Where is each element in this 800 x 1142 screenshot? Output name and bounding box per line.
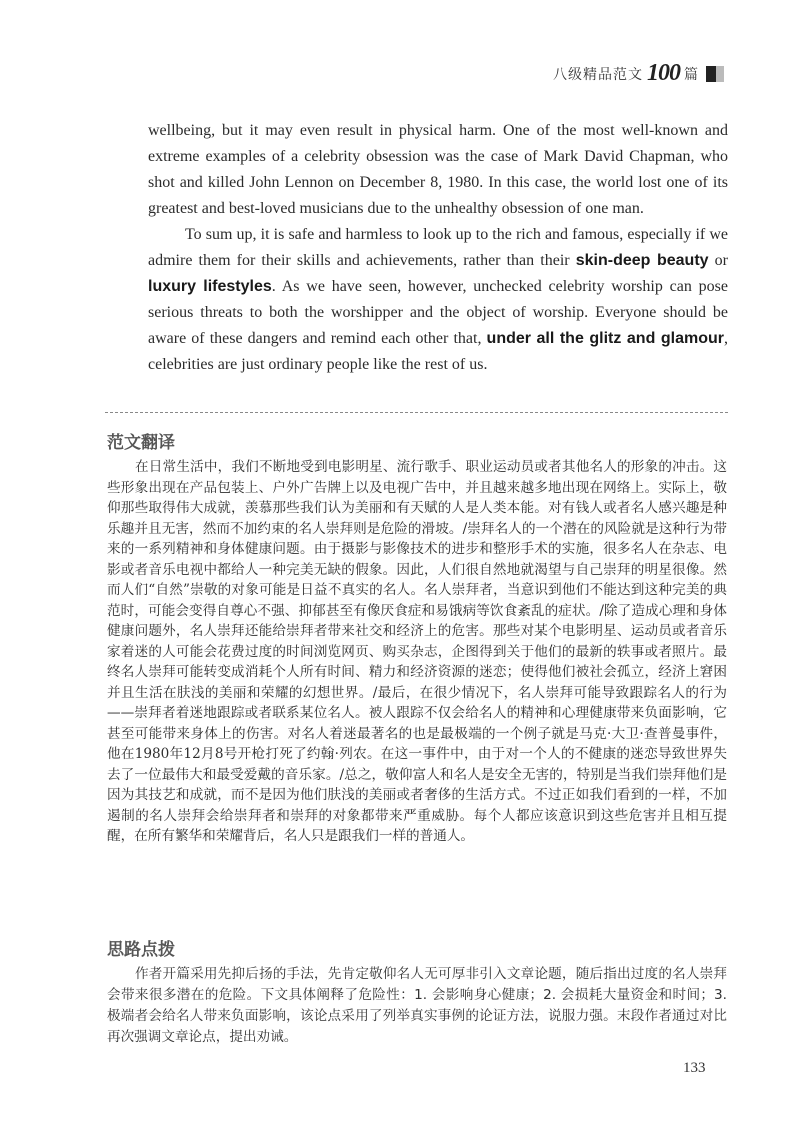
translation-heading: 范文翻译	[107, 433, 175, 453]
key-phrase-skin-deep-beauty: skin-deep beauty	[575, 252, 709, 269]
analysis-heading: 思路点拨	[107, 940, 175, 960]
section-divider	[105, 412, 728, 413]
text-run: or	[708, 252, 729, 269]
running-header	[553, 60, 724, 87]
key-phrase-luxury-lifestyles: luxury lifestyles	[148, 278, 272, 295]
text-run: To sum up, it is safe and harmless to look up to the rich and famous, especially if we admire them for their skills and achievements, rather than their	[148, 226, 728, 269]
header-decoration-icon	[706, 66, 724, 82]
page-number: 133	[683, 1060, 706, 1076]
header-title: 八级精品范文	[553, 66, 643, 83]
header-suffix: 篇	[684, 66, 698, 83]
translation-text: 在日常生活中，我们不断地受到电影明星、流行歌手、职业运动员或者其他名人的形象的冲击。这些形象出现在产品包装上、户外广告牌上以及电视广告中，并且越来越多地出现在网络上。实际上，敬仰那些取得伟大成就，羡慕那些我们认为美丽和有天赋的人是人类本能。对有钱人或者名人感兴趣是种乐趣并且无害，然而不加约束的名人崇拜则是危险的滑坡。/崇拜名人的一个潜在的风险就是这种行为带来的一系列精神和身体健康问题。由于摄影与影像技术的进步和整形手术的实施，很多名人在杂志、电影或者音乐电视中都给人一种完美无缺的假象。因此，人们很自然地就渴望与自己崇拜的明星很像。然而人们“自然”崇敬的对象可能是日益不真实的名人。名人崇拜者，当意识到他们不能达到这种完美的典范时，可能会变得自尊心不强、抑郁甚至有像厌食症和易饿病等饮食紊乱的症状。/除了造成心理和身体健康问题外，名人崇拜还能给崇拜者带来社交和经济上的危害。那些对某个电影明星、运动员或者音乐家着迷的人可能会花费过度的时间浏览网页、购买杂志，企图得到关于他们的最新的轶事或者照片。最终名人崇拜可能转变成消耗个人所有时间、精力和经济资源的迷恋；使得他们被社会孤立，经济上窘困并且生活在肤浅的美丽和荣耀的幻想世界。/最后，在很少情况下，名人崇拜可能导致跟踪名人的行为——崇拜者着迷地跟踪或者联系某位名人。被人跟踪不仅会给名人的精神和心理健康带来负面影响，它甚至可能带来身体上的伤害。对名人着迷最著名的也是最极端的一个例子就是马克·大卫·查普曼事件，他在1980年12月8号开枪打死了约翰·列农。在这一事件中，由于对一个人的不健康的迷恋导致世界失去了一位最伟大和最受爱戴的音乐家。/总之，敬仰富人和名人是安全无害的，特别是当我们崇拜他们是因为其技艺和成就，而不是因为他们肤浅的美丽或者奢侈的生活方式。不过正如我们看到的一样，不加遏制的名人崇拜会给崇拜者和崇拜的对象都带来严重威胁。每个人都应该意识到这些危害并且相互提醒，在所有繁华和荣耀背后，名人只是跟我们一样的普通人。	[107, 459, 727, 844]
english-essay-text	[148, 118, 728, 378]
english-paragraph-1: wellbeing, but it may even result in physical harm. One of the most well-known and extreme examples of a celebrity obsession was the case of Mark David Chapman, who shot and killed John Lennon on December 8, 1980. In this case, the world lost one of its greatest and best-loved musicians due to the unhealthy obsession of one man.	[148, 122, 728, 217]
header-number: 100	[647, 60, 680, 86]
key-phrase-glitz-and-glamour: under all the glitz and glamour	[486, 330, 725, 347]
text-run: , celebrities are just ordinary people like the rest of us.	[148, 330, 729, 373]
text-run: . As we have seen, however, unchecked celebrity worship can pose serious threats to both the worshipper and the object of worship. Everyone should be aware of these dangers and remind each other that,	[148, 278, 728, 347]
english-paragraph-2	[148, 222, 728, 378]
analysis-text: 作者开篇采用先抑后扬的手法，先肯定敬仰名人无可厚非引入文章论题，随后指出过度的名人崇拜会带来很多潜在的危险。下文具体阐释了危险性：1. 会影响身心健康；2. 会损耗大量资金和时间；3. 极端者会给名人带来负面影响，该论点采用了列举真实事例的论证方法，说服力强。末段作者通过对比再次强调文章论点，提出劝诫。	[107, 966, 727, 1045]
